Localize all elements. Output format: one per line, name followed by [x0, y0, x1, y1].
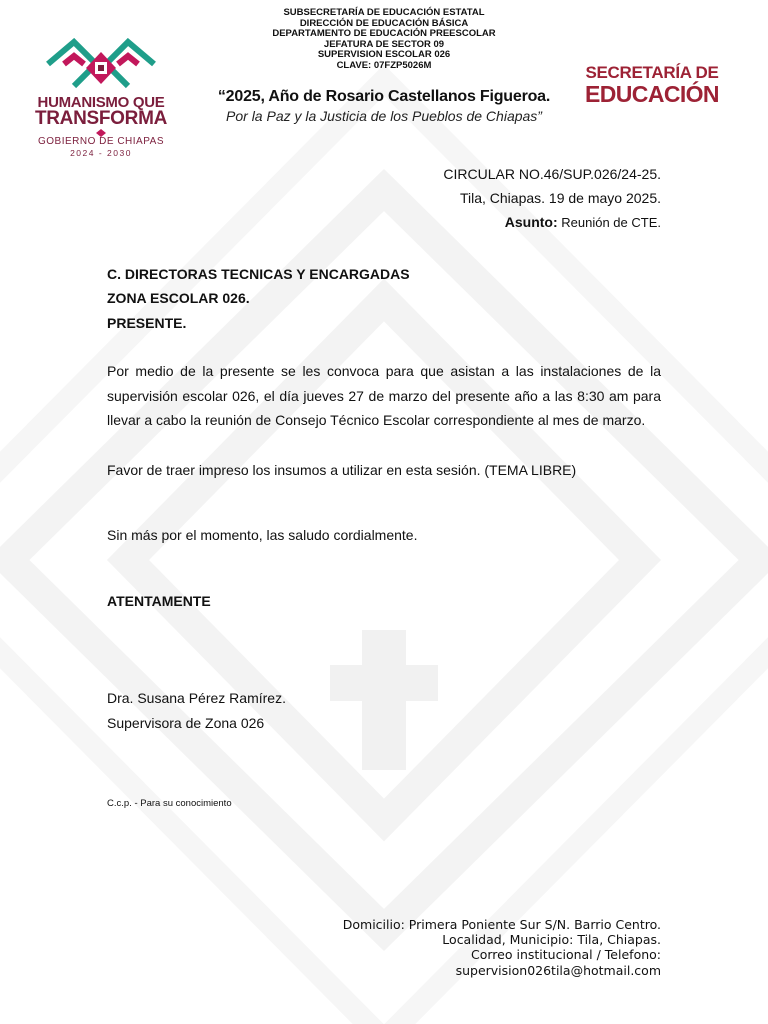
addressee-line1: C. DIRECTORAS TECNICAS Y ENCARGADAS [107, 266, 410, 282]
signer-role: Supervisora de Zona 026 [107, 715, 265, 731]
circular-number: CIRCULAR NO.46/SUP.026/24-25. [443, 166, 661, 182]
footer-email: supervision026tila@hotmail.com [455, 962, 661, 978]
farewell: ATENTAMENTE [107, 593, 211, 609]
footer-address [300, 917, 661, 978]
subject-line [380, 214, 661, 230]
footer-line: Localidad, Municipio: Tila, Chiapas. [442, 932, 661, 948]
logo-left-line1: HUMANISMO QUE [37, 94, 165, 111]
year-motto-subtitle: Por la Paz y la Justicia de los Pueblos de Chiapas” [226, 108, 542, 124]
addressee-line3: PRESENTE. [107, 315, 187, 331]
header-line: JEFATURA DE SECTOR 09 [323, 38, 445, 50]
header-line: SUBSECRETARÍA DE EDUCACIÓN ESTATAL [283, 7, 485, 18]
logo-right-line1: SECRETARÍA DE [585, 63, 719, 82]
subject-label: Asunto: [504, 214, 558, 230]
logo-left-line3: GOBIERNO DE CHIAPAS [37, 136, 164, 147]
institution-header [200, 8, 568, 72]
logo-left-line2: TRANSFORMA [34, 108, 168, 129]
subject-value: Reunión de CTE. [557, 215, 661, 230]
body-paragraph: Por medio de la presente se les convoca para que asistan a las instalaciones de la supervisión escolar 026, el día jueves 27 de marzo del presente año a las 8:30 am para llevar a cabo la reunión de Consejo Técnico Escolar correspondiente al mes de marzo. [107, 363, 661, 428]
place-date: Tila, Chiapas. 19 de mayo 2025. [459, 190, 661, 206]
closing-line: Sin más por el momento, las saludo cordialmente. [107, 527, 418, 543]
logo-secretaria-educacion [576, 64, 728, 106]
header-line: DIRECCIÓN DE EDUCACIÓN BÁSICA [299, 17, 469, 29]
year-motto: “2025, Año de Rosario Castellanos Figueroa. [217, 88, 551, 105]
ccp-note: C.c.p. - Para su conocimiento [107, 798, 232, 809]
addressee-line2: ZONA ESCOLAR 026. [107, 290, 250, 306]
body-paragraph-request: Favor de traer impreso los insumos a utilizar en esta sesión. (TEMA LIBRE) [107, 462, 577, 478]
header-line: DEPARTAMENTO DE EDUCACIÓN PREESCOLAR [272, 28, 496, 40]
footer-line: Domicilio: Primera Poniente Sur S/N. Barrio Centro. [342, 917, 661, 932]
header-line: SUPERVISION ESCOLAR 026 [317, 49, 451, 61]
logo-left-line4: 2024 - 2030 [70, 148, 132, 158]
signer-name: Dra. Susana Pérez Ramírez. [107, 690, 286, 706]
logo-gobierno-chiapas [30, 38, 172, 160]
humanismo-emblem-icon [44, 38, 158, 92]
footer-line: Correo institucional / Telefono: [471, 947, 661, 963]
logo-right-line2: EDUCACIÓN [585, 81, 719, 107]
header-line: CLAVE: 07FZP5026M [336, 59, 432, 71]
